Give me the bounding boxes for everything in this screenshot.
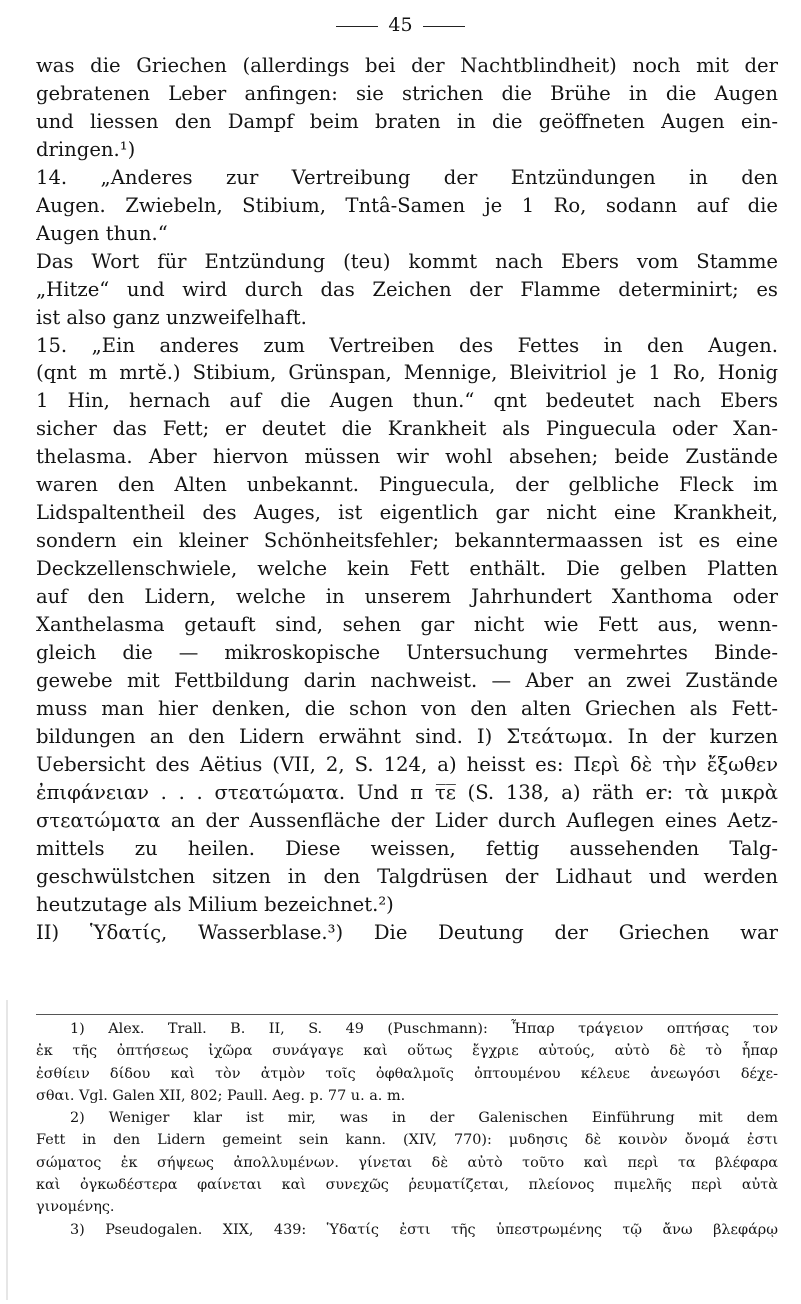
text-line: Augen. Zwiebeln, Stibium, Tntâ-Samen je 1 Ro, sodann auf die [36, 193, 778, 217]
text-line: (qnt m mrtĕ.) Stibium, Grünspan, Mennige, Bleivitriol je 1 Ro, Honig [36, 361, 778, 385]
footnote-line: ἐκ τῆς ὀπτήσεως ἰχῶρα συνάγαγε καὶ οὕτως ἔγχριε αὐτούς, αὐτὸ δὲ τὸ ἧπαρ [36, 1043, 778, 1060]
footnote-divider [36, 1014, 778, 1015]
text-line: Xanthelasma getauft sind, sehen gar nicht wie Fett aus, wenn- [36, 613, 778, 637]
text-line: thelasma. Aber hiervon müssen wir wohl absehen; beide Zustände [36, 445, 778, 469]
scan-margin-shadow [6, 1000, 8, 1300]
footnotes [36, 1018, 778, 1241]
text-line: dringen.¹) [36, 137, 136, 161]
footnote-line: γινομένης. [36, 1199, 115, 1216]
text-line: Lidspaltentheil des Auges, ist eigentlich gar nicht eine Krankheit, [36, 501, 778, 525]
header-rule-left [336, 26, 378, 27]
main-text [36, 52, 778, 947]
text-line: στεατώματα an der Aussenfläche der Lider durch Auflegen eines Aetz- [36, 808, 778, 832]
text-line: 1 Hin, hernach auf die Augen thun.“ qnt bedeutet nach Ebers [36, 389, 778, 413]
text-line: II) Ὑδατίς, Wasserblase.³) Die Deutung der Griechen war [36, 920, 778, 944]
text-line: Uebersicht des Aëtius (VII, 2, S. 124, a) heisst es: Περὶ δὲ τὴν ἔξωθεν [36, 752, 778, 776]
text-line: ἐπιφάνειαν . . . στεατώματα. Und π τ̅ε̅ (S. 138, a) räth er: τὰ μικρὰ [36, 780, 778, 804]
text-line: gebratenen Leber anfingen: sie strichen die Brühe in die Augen [36, 81, 778, 105]
text-line: bildungen an den Lidern erwähnt sind. I) Στεάτωμα. In der kurzen [36, 724, 778, 748]
footnote-line: σθαι. Vgl. Galen XII, 802; Paull. Aeg. p. 77 u. a. m. [36, 1087, 406, 1104]
text-line: ist also ganz unzweifelhaft. [36, 305, 307, 329]
page-header [0, 14, 801, 36]
text-line: Deckzellenschwiele, welche kein Fett enthält. Die gelben Platten [36, 557, 778, 581]
text-line: gewebe mit Fettbildung darin nachweist. — Aber an zwei Zustände [36, 668, 778, 692]
text-line: auf den Lidern, welche in unserem Jahrhundert Xanthoma oder [36, 585, 778, 609]
footnote-line: 1) Alex. Trall. B. II, S. 49 (Puschmann): Ἧπαρ τράγειον οπτήσας τον [70, 1021, 778, 1037]
text-line: gleich die — mikroskopische Untersuchung vermehrtes Binde- [36, 641, 778, 665]
text-line: waren den Alten unbekannt. Pinguecula, der gelbliche Fleck im [36, 473, 778, 497]
footnote-line: Fett in den Lidern gemeint sein kann. (XIV, 770): μυδησις δὲ κοινὸν ὄνομά ἐστι [36, 1132, 778, 1149]
text-line: sondern ein kleiner Schönheitsfehler; bekanntermaassen ist es eine [36, 529, 778, 553]
text-line: Augen thun.“ [36, 221, 168, 245]
text-line: „Hitze“ und wird durch das Zeichen der Flamme determinirt; es [36, 277, 778, 301]
text-line: Das Wort für Entzündung (teu) kommt nach Ebers vom Stamme [36, 249, 778, 273]
header-rule-right [423, 26, 465, 27]
text-line: geschwülstchen sitzen in den Talgdrüsen der Lidhaut und werden [36, 864, 778, 888]
text-line: 15. „Ein anderes zum Vertreiben des Fettes in den Augen. [36, 333, 778, 357]
text-line: heutzutage als Milium bezeichnet.²) [36, 892, 394, 916]
footnote-line: 3) Pseudogalen. XIX, 439: Ὑδατίς ἐστι τῆς ὑπεστρωμένης τῷ ἄνω βλεφάρῳ [70, 1221, 778, 1238]
footnote-line: καὶ ὀγκωδέστερα φαίνεται καὶ συνεχῶς ῥευματίζεται, πλείονος πιμελῆς περὶ αὐτὰ [36, 1177, 778, 1194]
footnote-line: σώματος ἐκ σήψεως ἀπολλυμένων. γίνεται δὲ αὐτὸ τοῦτο καὶ περὶ τα βλέφαρα [36, 1154, 778, 1171]
text-line: muss man hier denken, die schon von den alten Griechen als Fett- [36, 696, 778, 720]
text-line: 14. „Anderes zur Vertreibung der Entzündungen in den [36, 165, 778, 189]
text-line: was die Griechen (allerdings bei der Nachtblindheit) noch mit der [36, 54, 778, 77]
text-line: und liessen den Dampf beim braten in die geöffneten Augen ein- [36, 109, 778, 133]
text-line: mittels zu heilen. Diese weissen, fettig aussehenden Talg- [36, 836, 778, 860]
text-line: sicher das Fett; er deutet die Krankheit als Pinguecula oder Xan- [36, 417, 778, 441]
page-number: 45 [388, 14, 413, 36]
footnote-line: 2) Weniger klar ist mir, was in der Galenischen Einführung mit dem [70, 1110, 778, 1127]
footnote-line: ἐσθίειν δίδου καὶ τὸν ἀτμὸν τοῖς ὀφθαλμοῖς ὀπτουμένου κέλευε ἀνεωγόσι δέχε- [36, 1065, 778, 1082]
